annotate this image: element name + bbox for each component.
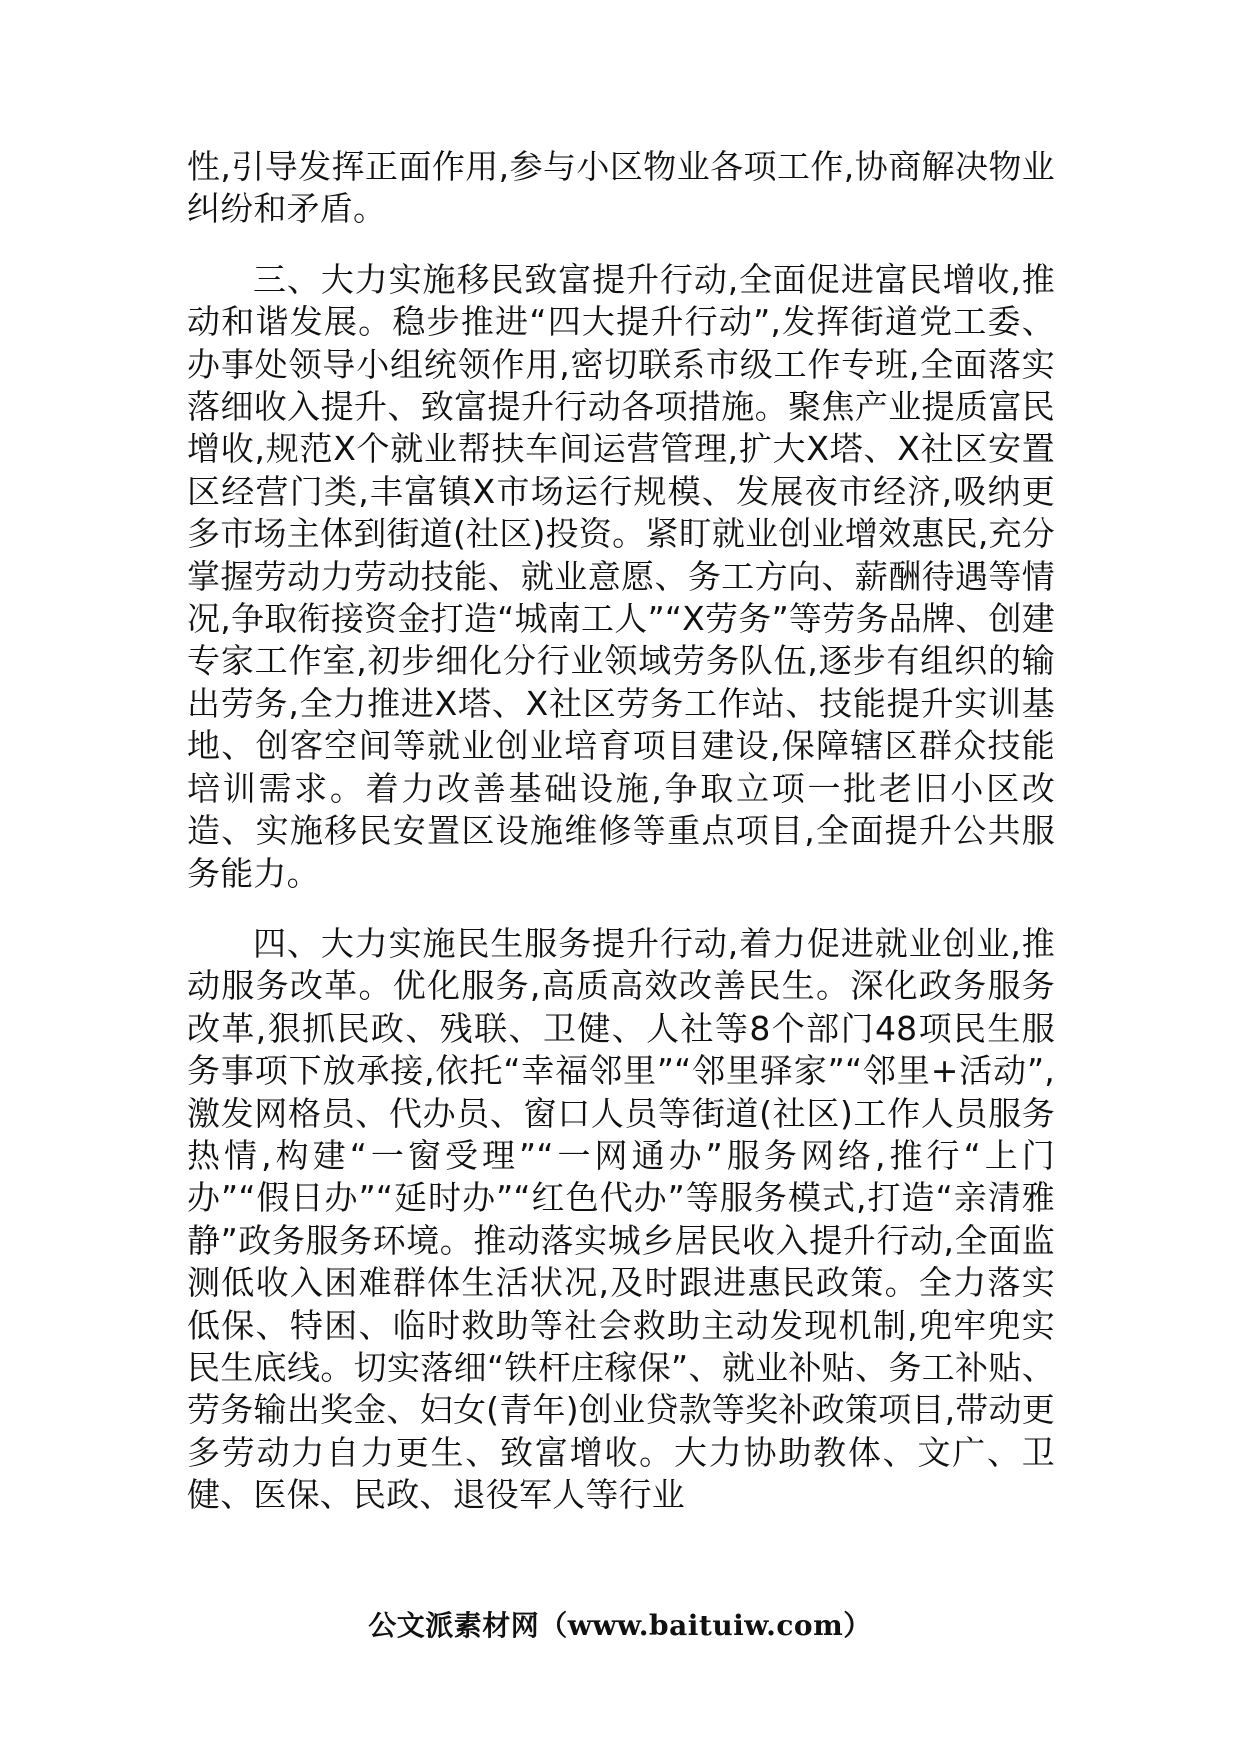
paragraph-continuation: 性,引导发挥正面作用,参与小区物业各项工作,协商解决物业纠纷和矛盾。 [187,147,1055,229]
document-body [187,146,1055,1545]
paragraph-section-four: 四、大力实施民生服务提升行动,着力促进就业创业,推动服务改革。优化服务,高质高效改善民生。深化政务服务改革,狠抓民政、残联、卫健、人社等8个部门48项民生服务事项下放承接,依托“幸福邻里”“邻里驿家”“邻里+活动”,激发网格员、代办员、窗口人员等街道(社区)工作人员服务热情,构建“一窗受理”“一网通办”服务网络,推行“上门办”“假日办”“延时办”“红色代办”等服务模式,打造“亲清雅静”政务服务环境。推动落实城乡居民收入提升行动,全面监测低收入困难群体生活状况,及时跟进惠民政策。全力落实低保、特困、临时救助等社会救助主动发现机制,兜牢兜实民生底线。切实落细“铁杆庄稼保”、就业补贴、务工补贴、劳务输出奖金、妇女(青年)创业贷款等奖补政策项目,带动更多劳动力自力更生、致富增收。大力协助教体、文广、卫健、医保、民政、退役军人等行业 [187,923,1055,1515]
footer-watermark: 公文派素材网（www.baituiw.com） [368,1609,872,1642]
paragraph-section-three: 三、大力实施移民致富提升行动,全面促进富民增收,推动和谐发展。稳步推进“四大提升行动”,发挥街道党工委、办事处领导小组统领作用,密切联系市级工作专班,全面落实落细收入提升、致富提升行动各项措施。聚焦产业提质富民增收,规范X个就业帮扶车间运营管理,扩大X塔、X社区安置区经营门类,丰富镇X市场运行规模、发展夜市经济,吸纳更多市场主体到街道(社区)投资。紧盯就业创业增效惠民,充分掌握劳动力劳动技能、就业意愿、务工方向、薪酬待遇等情况,争取衔接资金打造“城南工人”“X劳务”等劳务品牌、创建专家工作室,初步细化分行业领域劳务队伍,逐步有组织的输出劳务,全力推进X塔、X社区劳务工作站、技能提升实训基地、创客空间等就业创业培育项目建设,保障辖区群众技能培训需求。着力改善基础设施,争取立项一批老旧小区改造、实施移民安置区设施维修等重点项目,全面提升公共服务能力。 [187,259,1055,893]
